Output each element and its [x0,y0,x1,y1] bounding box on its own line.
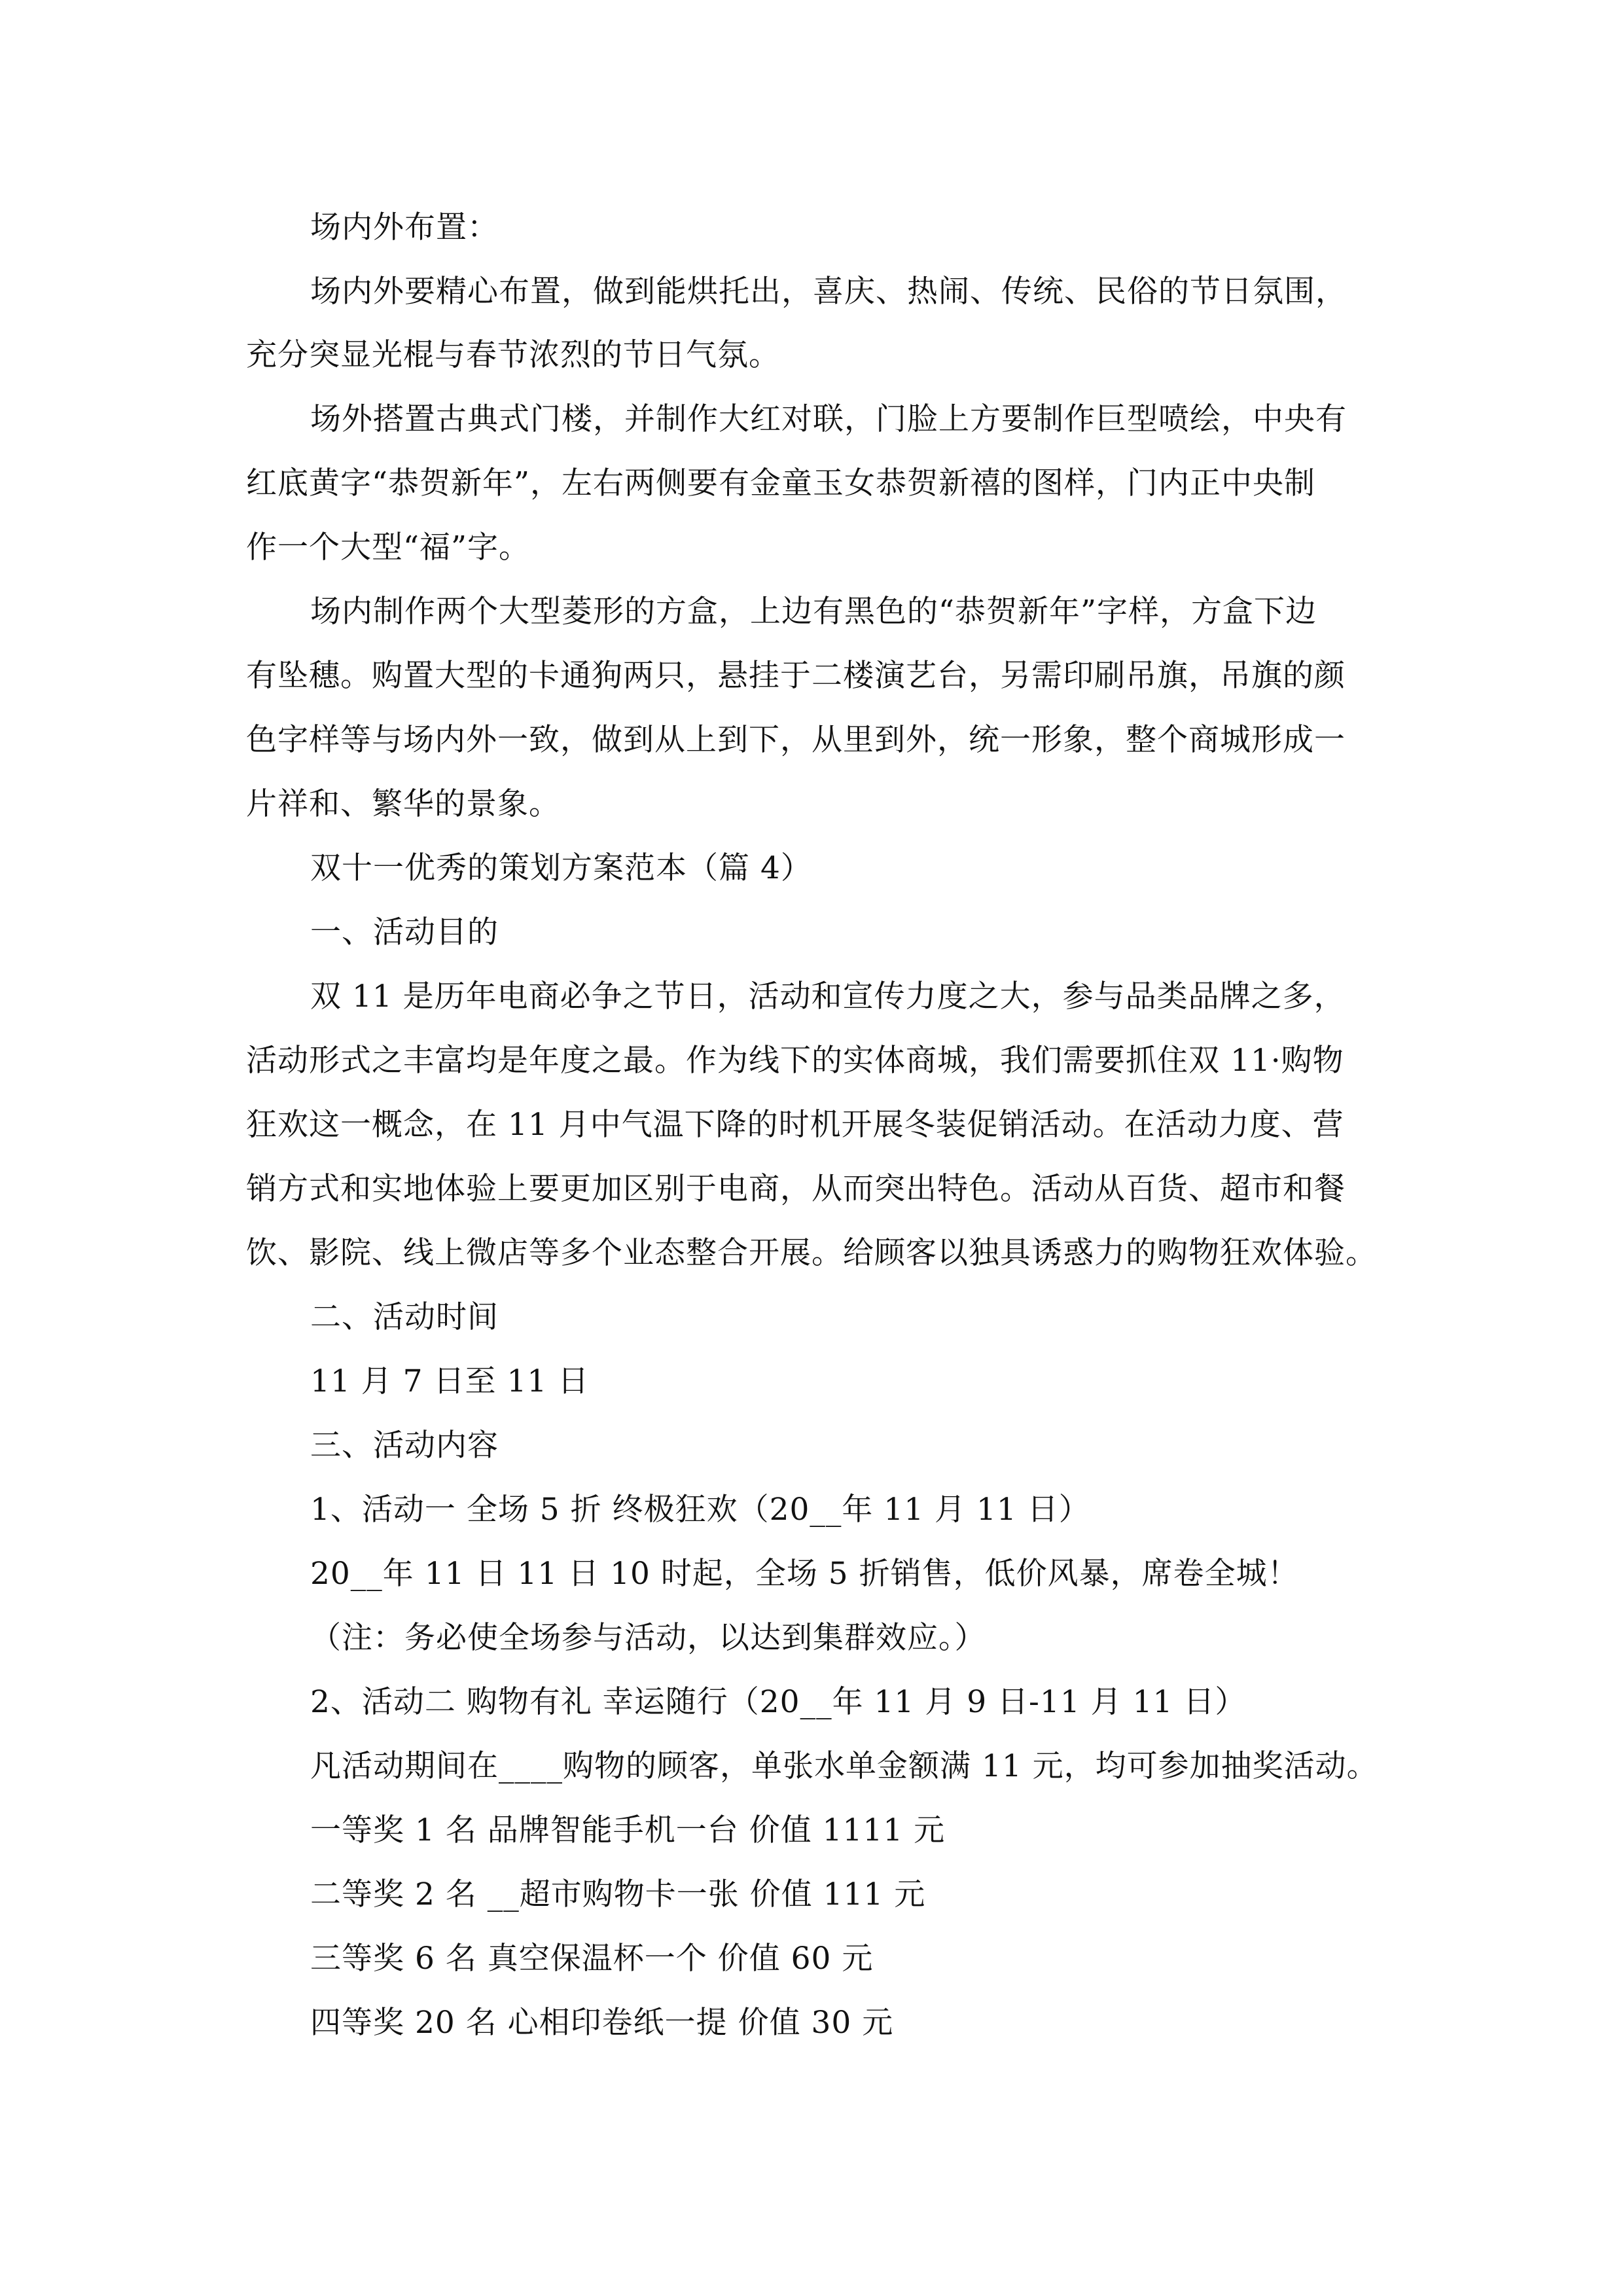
paragraph-line: 饮、影院、线上微店等多个业态整合开展。给顾客以独具诱惑力的购物狂欢体验。 [246,1235,1377,1271]
section-heading-venue-layout: 场内外布置： [310,209,499,245]
paragraph-line: 片祥和、繁华的景象。 [246,786,560,822]
paragraph-line: 凡活动期间在____购物的顾客，单张水单金额满 11 元，均可参加抽奖活动。 [310,1748,1378,1784]
paragraph-line: 场内外要精心布置，做到能烘托出，喜庆、热闹、传统、民俗的节日氛围， [310,274,1347,310]
prize-line: 三等奖 6 名 真空保温杯一个 价值 60 元 [310,1941,874,1977]
article-title: 双十一优秀的策划方案范本（篇 4） [310,850,812,886]
activity-title: 1、活动一 全场 5 折 终极狂欢（20__年 11 月 11 日） [310,1492,1090,1528]
paragraph-line: 场内制作两个大型菱形的方盒，上边有黑色的“恭贺新年”字样，方盒下边 [310,594,1317,630]
paragraph-line: 场外搭置古典式门楼，并制作大红对联，门脸上方要制作巨型喷绘，中央有 [310,401,1347,437]
paragraph-line: 作一个大型“福”字。 [246,529,531,565]
section-heading: 二、活动时间 [310,1299,499,1335]
prize-line: 一等奖 1 名 品牌智能手机一台 价值 1111 元 [310,1812,946,1848]
prize-line: 四等奖 20 名 心相印卷纸一提 价值 30 元 [310,2005,894,2041]
paragraph-line: 有坠穗。购置大型的卡通狗两只，悬挂于二楼演艺台，另需印刷吊旗，吊旗的颜 [246,658,1346,694]
paragraph-line: 双 11 是历年电商必争之节日，活动和宣传力度之大，参与品类品牌之多， [310,978,1346,1014]
paragraph-line: 销方式和实地体验上要更加区别于电商，从而突出特色。活动从百货、超市和餐 [246,1171,1346,1207]
note-line: （注：务必使全场参与活动，以达到集群效应。） [310,1620,986,1656]
paragraph-line: 活动形式之丰富均是年度之最。作为线下的实体商城，我们需要抓住双 11·购物 [246,1043,1344,1079]
paragraph-line: 狂欢这一概念，在 11 月中气温下降的时机开展冬装促销活动。在活动力度、营 [246,1107,1344,1143]
paragraph-line: 红底黄字“恭贺新年”，左右两侧要有金童玉女恭贺新禧的图样，门内正中央制 [246,465,1316,501]
section-heading: 三、活动内容 [310,1427,499,1463]
prize-line: 二等奖 2 名 __超市购物卡一张 价值 111 元 [310,1876,926,1912]
date-range: 11 月 7 日至 11 日 [310,1363,590,1399]
activity-title: 2、活动二 购物有礼 幸运随行（20__年 11 月 9 日-11 月 11 日） [310,1684,1247,1720]
paragraph-line: 20__年 11 日 11 日 10 时起，全场 5 折销售，低价风暴，席卷全城！ [310,1556,1299,1592]
paragraph-line: 充分突显光棍与春节浓烈的节日气氛。 [246,337,780,373]
paragraph-line: 色字样等与场内外一致，做到从上到下，从里到外，统一形象，整个商城形成一 [246,722,1346,758]
section-heading: 一、活动目的 [310,914,499,950]
